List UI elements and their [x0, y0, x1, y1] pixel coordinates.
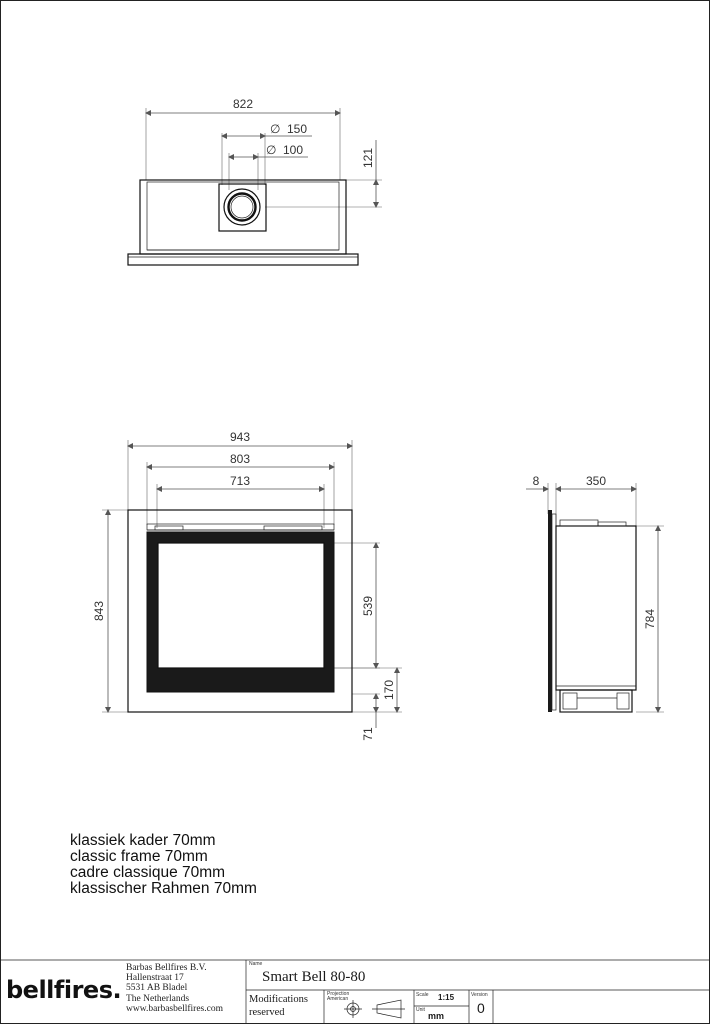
projection-label: Projection [327, 991, 350, 997]
version-label: Version [471, 992, 488, 998]
modifications-label: Modifications [249, 994, 308, 1005]
unit-value: mm [428, 1011, 445, 1021]
top-vent-strip [147, 524, 334, 530]
top-view-body [140, 180, 346, 254]
note-french: cadre classique 70mm [70, 864, 226, 881]
front-glass-width-dim: 713 [229, 474, 251, 488]
flue-inner-dim: 100 [283, 143, 304, 157]
front-glass-height-dim: 539 [361, 595, 375, 617]
company-address [126, 963, 223, 1014]
frame-notes [70, 833, 257, 897]
flue-outer-dim: 150 [287, 122, 308, 136]
projection-value: American [327, 996, 349, 1002]
side-view-body [556, 526, 636, 690]
product-name: Smart Bell 80-80 [262, 969, 366, 985]
address-country: The Netherlands [126, 993, 190, 1004]
front-middle-width-dim: 803 [229, 452, 251, 466]
projection-symbol-icon [344, 1000, 405, 1018]
top-view-front-frame [128, 254, 358, 265]
front-overall-height-dim: 843 [92, 600, 106, 622]
flue-inner-diameter-symbol: ∅ [266, 143, 277, 157]
reserved-label: reserved [249, 1007, 285, 1018]
front-frame-dim: 71 [361, 727, 375, 741]
bellfires-logo: bellfires. [6, 976, 122, 1004]
note-english: classic frame 70mm [70, 848, 208, 865]
top-depth-dim: 121 [361, 147, 375, 169]
side-view [526, 474, 664, 712]
flue-collar [219, 184, 266, 231]
scale-label: Scale [416, 992, 429, 998]
address-street: Hallenstraat 17 [126, 973, 184, 984]
scale-value: 1:15 [438, 993, 455, 1002]
side-depth-dim: 350 [585, 474, 607, 488]
glass-panel [158, 543, 324, 668]
version-value: 0 [477, 1000, 485, 1016]
top-view [128, 97, 382, 265]
address-website: www.barbasbellfires.com [126, 1003, 223, 1014]
note-german: klassischer Rahmen 70mm [70, 880, 257, 897]
note-dutch: klassiek kader 70mm [70, 832, 216, 849]
front-view [92, 430, 402, 741]
front-overall-width-dim: 943 [229, 430, 251, 444]
side-frame-thickness-dim: 8 [532, 474, 540, 488]
flue-outer-diameter-symbol: ∅ [270, 122, 281, 136]
address-city: 5531 AB Bladel [126, 983, 188, 994]
name-label: Name [249, 961, 263, 967]
top-width-dim: 822 [232, 97, 254, 111]
address-company: Barbas Bellfires B.V. [126, 963, 207, 973]
front-bottom-dim: 170 [382, 679, 396, 701]
unit-label: Unit [416, 1007, 425, 1013]
side-frame-plate [548, 510, 552, 712]
side-height-dim: 784 [643, 608, 657, 630]
flue-inner-circle [229, 194, 256, 221]
